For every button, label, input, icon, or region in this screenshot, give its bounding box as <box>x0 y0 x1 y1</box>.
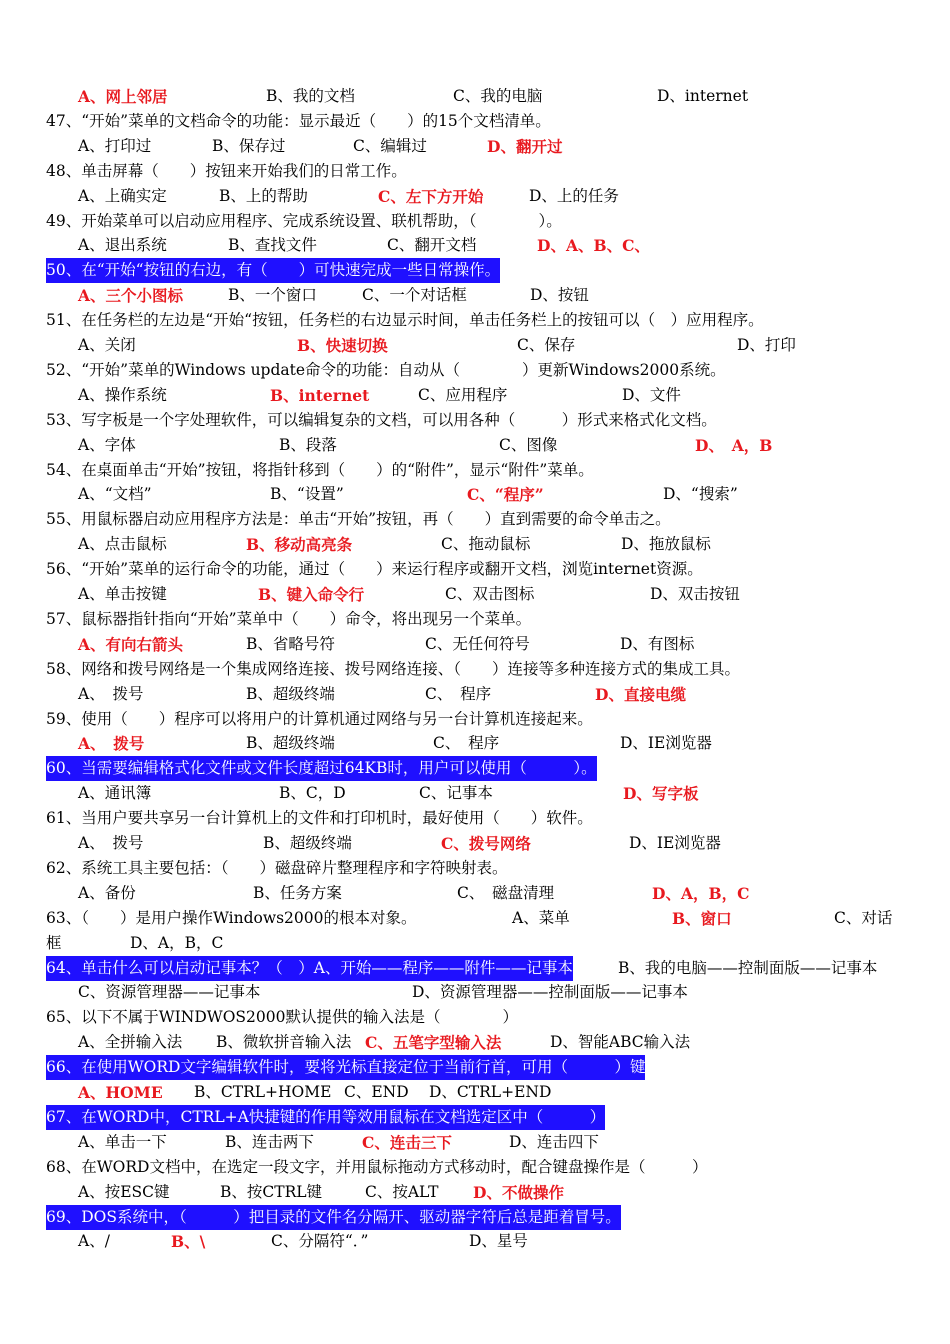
text-segment: D、IE浏览器 <box>620 734 712 753</box>
highlighted-text: 66、在使用WORD文字编辑软件时，要将光标直接定位于当前行首，可用（ ）键 <box>46 1055 645 1080</box>
text-segment: C、图像 <box>499 435 558 454</box>
text-segment: 56、“开始”菜单的运行命令的功能，通过（ ）来运行程序或翻开文档，浏览internet资源。 <box>46 560 703 579</box>
text-segment: 54、在桌面单击“开始”按钮，将指针移到（ ）的“附件”，显示“附件”菜单。 <box>46 460 594 479</box>
text-segment: 55、用鼠标器启动应用程序方法是：单击“开始”按钮，再（ ）直到需要的命令单击之。 <box>46 510 671 529</box>
answer-option: D、A、B、C、 <box>537 236 650 256</box>
text-segment: C、 程序 <box>433 734 500 753</box>
text-segment: C、双击图标 <box>445 585 535 603</box>
text-segment: C、一个对话框 <box>362 286 467 305</box>
answer-option: A、HOME <box>78 1083 163 1102</box>
text-segment: 61、当用户要共享另一台计算机上的文件和打印机时，最好使用（ ）软件。 <box>46 809 593 828</box>
text-segment: A、关闭 <box>78 336 136 354</box>
text-segment: B、按CTRL键 <box>220 1182 323 1201</box>
text-segment: C、分隔符“．” <box>271 1232 369 1251</box>
text-segment: B、CTRL+HOME <box>194 1083 332 1101</box>
text-segment: C、拖动鼠标 <box>441 535 531 554</box>
answer-option: A、三个小图标 <box>78 286 184 306</box>
highlighted-text: 69、DOS系统中，（ ）把目录的文件名分隔开、驱动器字符后总是距着冒号。 <box>46 1205 621 1230</box>
text-segment: C、编辑过 <box>353 136 427 155</box>
text-segment: B、超级终端 <box>263 834 352 852</box>
text-segment: B、我的电脑——控制面版——记事本 <box>618 958 878 977</box>
text-segment: 68、在WORD文档中，在选定一段文字，并用鼠标拖动方式移动时，配合键盘操作是（ ） <box>46 1157 708 1176</box>
text-segment: A、 拨号 <box>78 684 144 703</box>
text-segment: D、有图标 <box>620 634 695 653</box>
text-segment: C、 程序 <box>425 684 492 703</box>
text-segment: 47、“开始”菜单的文档命令的功能：显示最近（ ）的15个文档清单。 <box>46 111 551 130</box>
text-segment: A、备份 <box>78 883 136 902</box>
text-segment: D、IE浏览器 <box>629 834 721 852</box>
text-segment: C、对话 <box>834 908 893 927</box>
text-segment: A、上确实定 <box>78 186 167 205</box>
text-segment: A、点击鼠标 <box>78 535 167 554</box>
text-segment: B、上的帮助 <box>219 186 308 205</box>
text-segment: C、 磁盘清理 <box>457 883 555 902</box>
text-segment: 59、使用（ ）程序可以将用户的计算机通过网络与另一台计算机连接起来。 <box>46 709 593 728</box>
text-segment: A、全拼输入法 <box>78 1033 183 1052</box>
highlighted-text: 67、在WORD中，CTRL+A快捷键的作用等效用鼠标在文档选定区中（ ） <box>46 1105 605 1130</box>
text-segment: D、智能ABC输入法 <box>550 1033 691 1052</box>
highlighted-text: 60、当需要编辑格式化文件或文件长度超过64KB时，用户可以使用（ ）。 <box>46 756 597 781</box>
text-segment: D、A，B，C <box>130 933 224 952</box>
answer-option: D、 A，B <box>695 435 773 455</box>
text-segment: A、单击按键 <box>78 585 167 603</box>
text-segment: A、字体 <box>78 435 136 454</box>
answer-option: D、A，B，C <box>652 883 750 903</box>
answer-option: A、网上邻居 <box>78 87 168 106</box>
answer-option: B、internet <box>270 385 370 405</box>
answer-option: B、移动高亮条 <box>246 535 353 555</box>
text-segment: A、/ <box>78 1232 110 1251</box>
text-segment: B、微软拼音输入法 <box>216 1033 352 1052</box>
text-segment: A、 拨号 <box>78 834 144 852</box>
text-segment: B、一个窗口 <box>228 286 317 305</box>
text-segment: A、打印过 <box>78 136 152 155</box>
answer-option: C、“程序” <box>467 485 544 505</box>
text-segment: B、任务方案 <box>253 883 342 902</box>
answer-option: B、快速切换 <box>297 336 388 355</box>
text-segment: A、通讯簿 <box>78 784 152 803</box>
text-segment: A、退出系统 <box>78 236 167 255</box>
text-segment: C、应用程序 <box>418 385 508 404</box>
answer-option: D、翻开过 <box>487 136 563 156</box>
text-segment: 65、以下不属于WINDWOS2000默认提供的输入法是（ ） <box>46 1008 518 1027</box>
text-segment: D、打印 <box>737 336 796 354</box>
answer-option: B、键入命令行 <box>258 585 365 604</box>
text-segment: D、资源管理器——控制面版——记事本 <box>412 983 688 1002</box>
text-segment: C、保存 <box>517 336 576 354</box>
text-segment: 51、在任务栏的左边是“开始“按钮，任务栏的右边显示时间，单击任务栏上的按钮可以（ ）应用程序。 <box>46 311 764 330</box>
answer-option: B、窗口 <box>672 908 732 928</box>
text-segment: 48、单击屏幕（ ）按钮来开始我们的日常工作。 <box>46 161 407 180</box>
text-segment: B、C，D <box>279 784 346 803</box>
answer-option: A、有向右箭头 <box>78 634 184 654</box>
text-segment: C、我的电脑 <box>453 87 543 105</box>
text-segment: C、END <box>344 1083 409 1101</box>
text-segment: C、按ALT <box>365 1182 439 1201</box>
text-segment: 52、“开始”菜单的Windows update命令的功能：自动从（ ）更新Windows2000系统。 <box>46 360 726 379</box>
text-segment: C、翻开文档 <box>387 236 477 255</box>
text-segment: A、单击一下 <box>78 1132 167 1151</box>
text-segment: 53、写字板是一个字处理软件，可以编辑复杂的文档，可以用各种（ ）形式来格式化文档。 <box>46 410 717 429</box>
answer-option: C、左下方开始 <box>378 186 484 206</box>
highlighted-text: 50、在“开始“按钮的右边，有（ ）可快速完成一些日常操作。 <box>46 258 500 283</box>
text-segment: 63、（ ）是用户操作Windows2000的根本对象。 <box>46 908 417 927</box>
text-segment: D、internet <box>657 87 749 105</box>
text-segment: A、菜单 <box>512 908 570 927</box>
text-segment: B、查找文件 <box>228 236 317 255</box>
highlighted-text: 64、单击什么可以启动记事本？（ ）A、开始——程序——附件——记事本 <box>46 956 573 981</box>
text-segment: B、省略号符 <box>246 634 335 653</box>
text-segment: D、“搜索” <box>663 485 738 504</box>
text-segment: D、星号 <box>469 1232 528 1251</box>
text-segment: A、按ESC键 <box>78 1182 170 1201</box>
text-segment: 57、鼠标器指针指向“开始”菜单中（ ）命令，将出现另一个菜单。 <box>46 609 532 628</box>
text-segment: D、文件 <box>622 385 681 404</box>
answer-option: C、连击三下 <box>362 1132 452 1152</box>
text-segment: 49、开始菜单可以启动应用程序、完成系统设置、联机帮助，（ ）。 <box>46 211 562 230</box>
answer-option: A、 拨号 <box>78 734 145 754</box>
text-segment: B、“设置” <box>270 485 344 504</box>
text-segment: D、按钮 <box>530 286 589 305</box>
answer-option: D、不做操作 <box>473 1182 564 1202</box>
text-segment: D、CTRL+END <box>429 1083 552 1101</box>
text-segment: D、连击四下 <box>509 1132 599 1151</box>
text-segment: C、记事本 <box>419 784 493 803</box>
text-segment: A、“文档” <box>78 485 152 504</box>
text-segment: D、上的任务 <box>529 186 619 205</box>
answer-option: C、五笔字型输入法 <box>365 1033 502 1053</box>
text-segment: B、连击两下 <box>225 1132 314 1151</box>
text-segment: 58、网络和拨号网络是一个集成网络连接、拨号网络连接、（ ）连接等多种连接方式的集成工具。 <box>46 659 740 678</box>
answer-option: D、写字板 <box>623 784 699 804</box>
answer-option: B、\ <box>171 1232 206 1252</box>
text-segment: D、拖放鼠标 <box>621 535 711 554</box>
text-segment: A、操作系统 <box>78 385 167 404</box>
text-segment: B、超级终端 <box>246 684 335 703</box>
text-segment: 62、系统工具主要包括：（ ）磁盘碎片整理程序和字符映射表。 <box>46 858 508 877</box>
answer-option: C、拨号网络 <box>441 834 531 853</box>
text-segment: B、段落 <box>279 435 337 454</box>
text-segment: B、超级终端 <box>246 734 335 753</box>
text-segment: B、保存过 <box>212 136 286 155</box>
text-segment: 框 <box>46 933 62 952</box>
text-segment: C、资源管理器——记事本 <box>78 983 261 1002</box>
answer-option: D、直接电缆 <box>595 684 686 704</box>
text-segment: D、双击按钮 <box>650 585 740 603</box>
text-segment: B、我的文档 <box>266 87 355 105</box>
text-segment: C、无任何符号 <box>425 634 530 653</box>
